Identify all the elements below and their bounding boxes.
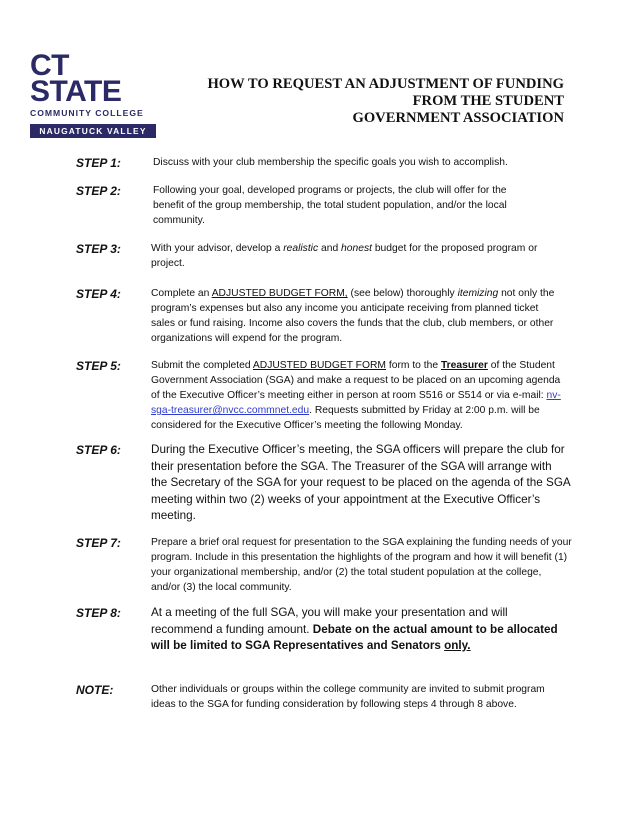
step-4-label: STEP 4: [76,287,121,301]
title-line-1: HOW TO REQUEST AN ADJUSTMENT OF FUNDING [207,76,564,92]
title-line-2: FROM THE STUDENT [412,93,564,109]
step-7-text: Prepare a brief oral request for presentation to the SGA explaining the funding needs of your program. Include in this presentation the highlights of the program and how it will benefit (1) your organizational membership, and/or (2) the total student population at the college, and/or (3) the local community. [151,537,572,593]
step-8-text: At a meeting of the full SGA, you will make your presentation and will recommend a funding amount. Debate on the actual amount to be allocated will be limited to SGA Representatives and Senators only. [151,606,558,652]
document-title [144,76,564,127]
step-3-text: With your advisor, develop a realistic and honest budget for the proposed program or project. [151,243,538,269]
step-3-label: STEP 3: [76,242,121,256]
adjusted-budget-form-ref: ADJUSTED BUDGET FORM [252,360,386,371]
adjusted-budget-form-ref: ADJUSTED BUDGET FORM, [211,288,348,299]
note-text: Other individuals or groups within the college community are invited to submit program ideas to the SGA for funding consideration by following steps 4 through 8 above. [151,684,545,710]
treasurer-label: Treasurer [440,360,488,371]
title-line-3: GOVERNMENT ASSOCIATION [352,110,564,126]
step-8-label: STEP 8: [76,606,121,620]
note-label: NOTE: [76,683,114,697]
college-logo [30,49,156,138]
step-5-text: Submit the completed ADJUSTED BUDGET FORM form to the Treasurer of the Student Government Association (SGA) and make a request to be placed on an upcoming agenda of the Executive Officer’s meeting either in person at room S516 or S514 or via e-mail: nv-sga-treasurer@nvcc.commnet.edu. Requests submitted by Friday at 2:00 p.m. will be considered for the Executive Officer’s meeting the following Monday. [151,360,561,431]
step-6-label: STEP 6: [76,443,121,457]
step-1-label: STEP 1: [76,156,121,170]
logo-wordmark: CT STATE [30,49,122,108]
logo-subtitle: COMMUNITY COLLEGE [30,108,144,118]
treasurer-email-link[interactable]: nv-sga-treasurer@nvcc.commnet.edu [151,390,561,416]
step-2-text: Following your goal, developed programs or projects, the club will offer for the benefit of the group membership, the total student population, and/or the local community. [153,185,507,226]
step-5-label: STEP 5: [76,359,121,373]
step-7-label: STEP 7: [76,536,121,550]
step-2-label: STEP 2: [76,184,121,198]
logo-campus-bar: NAUGATUCK VALLEY [30,124,156,138]
step-4-text: Complete an ADJUSTED BUDGET FORM, (see below) thoroughly itemizing not only the program’s expenses but also any income you anticipate receiving from planned ticket sales or fund raising. Income also covers the funds that the club, club members, or other organizations will expend for the program. [151,288,555,344]
step-6-text: During the Executive Officer’s meeting, the SGA officers will prepare the club for their presentation before the SGA. The Treasurer of the SGA will arrange with the Secretary of the SGA for your request to be placed on the agenda of the SGA meeting within two (2) weeks of your appointment at the Executive Officer’s meeting. [151,443,571,522]
step-1-text: Discuss with your club membership the specific goals you wish to accomplish. [153,157,508,168]
